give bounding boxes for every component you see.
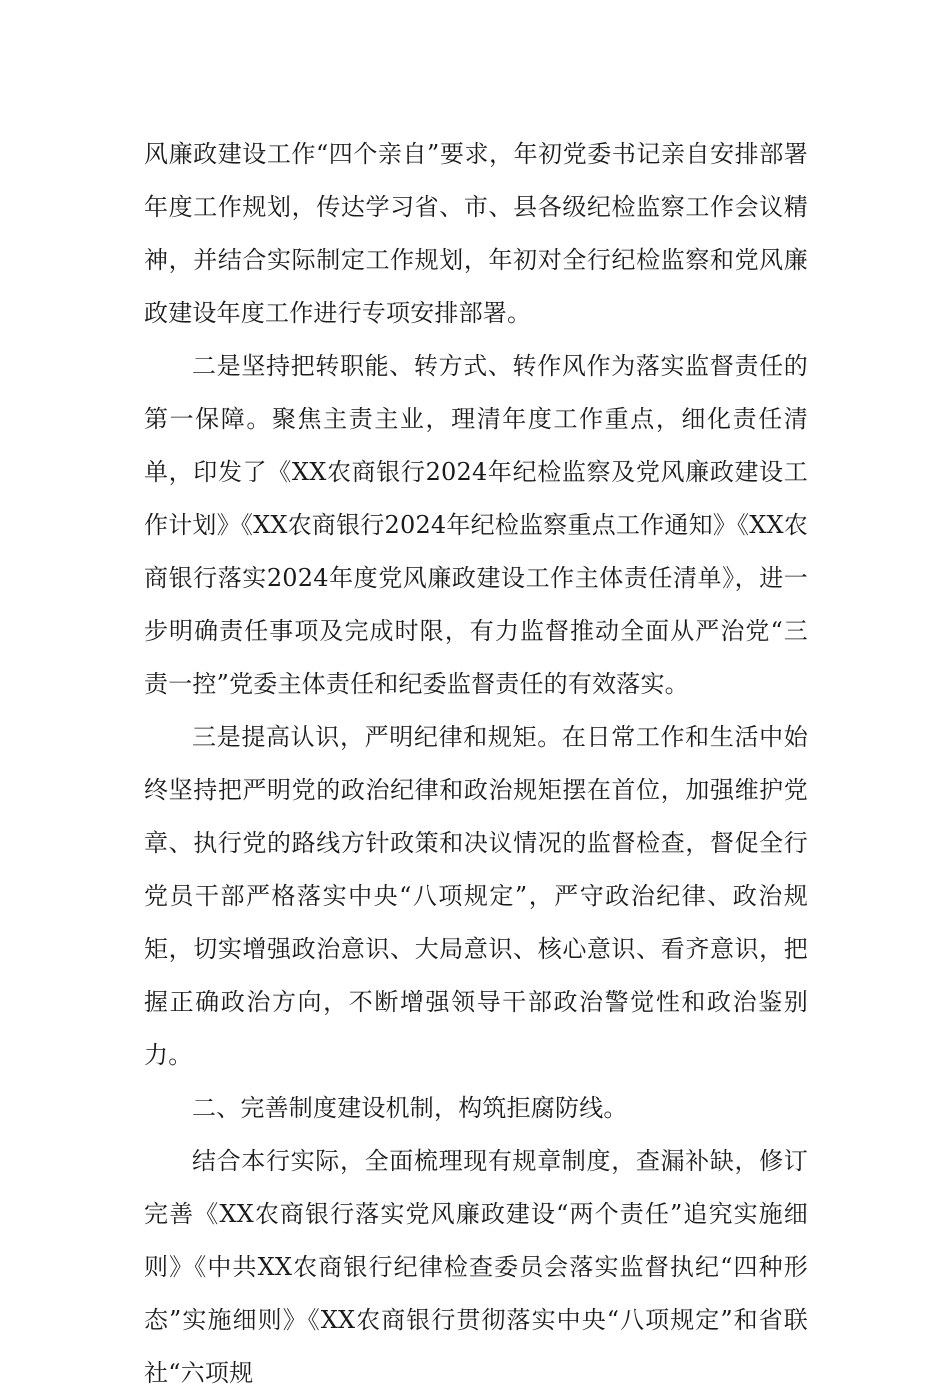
- section-heading-two: 二、完善制度建设机制，构筑拒腐防线。: [192, 1094, 628, 1122]
- paragraph-point-two: 二是坚持把转职能、转方式、转作风作为落实监督责任的第一保障。聚焦主责主业，理清年度工作重点，细化责任清单，印发了《XX农商银行2024年纪检监察及党风廉政建设工作计划》《XX农商银行2024年纪检监察重点工作通知》《XX农商银行落实2024年度党风廉政建设工作主体责任清单》，进一步明确责任事项及完成时限，有力监督推动全面从严治党“三责一控”党委主体责任和纪委监督责任的有效落实。: [144, 352, 808, 698]
- document-body: [144, 128, 808, 1400]
- paragraph-continued: 风廉政建设工作“四个亲自”要求，年初党委书记亲自安排部署年度工作规划，传达学习省、市、县各级纪检监察工作会议精神，并结合实际制定工作规划，年初对全行纪检监察和党风廉政建设年度工作进行专项安排部署。: [144, 140, 808, 327]
- paragraph-point-three: 三是提高认识，严明纪律和规矩。在日常工作和生活中始终坚持把严明党的政治纪律和政治规矩摆在首位，加强维护党章、执行党的路线方针政策和决议情况的监督检查，督促全行党员干部严格落实中央“八项规定”，严守政治纪律、政治规矩，切实增强政治意识、大局意识、核心意识、看齐意识，把握正确政治方向，不断增强领导干部政治警觉性和政治鉴别力。: [144, 723, 808, 1069]
- paragraph-section-two-body: 结合本行实际，全面梳理现有规章制度，查漏补缺，修订完善《XX农商银行落实党风廉政建设“两个责任”追究实施细则》《中共XX农商银行纪律检查委员会落实监督执纪“四种形态”实施细则》《XX农商银行贯彻落实中央“八项规定”和省联社“六项规: [144, 1147, 808, 1387]
